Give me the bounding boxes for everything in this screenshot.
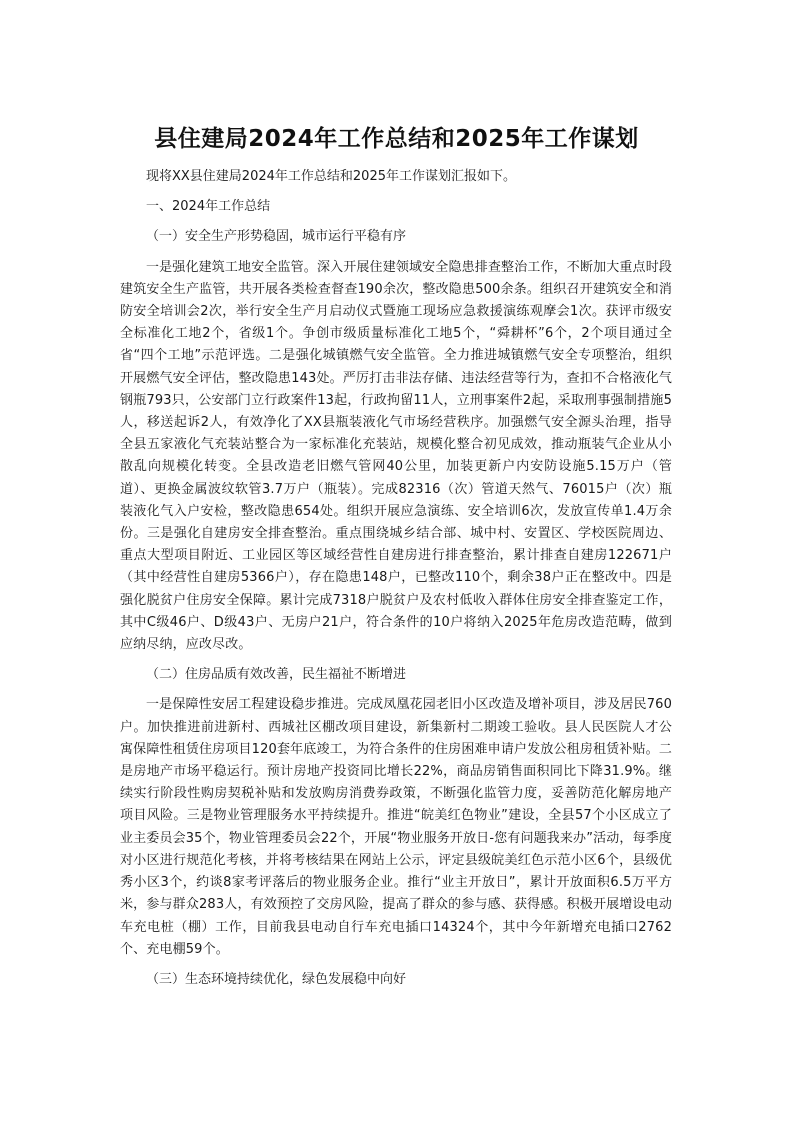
subsection-3-heading: （三）生态环境持续优化，绿色发展稳中向好 (146, 971, 407, 987)
subsection-1-heading: （一）安全生产形势稳固，城市运行平稳有序 (146, 229, 407, 245)
subsection-2-body: 一是保障性安居工程建设稳步推进。完成凤凰花园老旧小区改造及增补项目，涉及居民760户。加快推进前进新村、西城社区棚改项目建设，新集新村二期竣工验收。县人民医院人才公寓保障性租赁住房项目120套年底竣工，为符合条件的住房困难申请户发放公租房租赁补贴。二是房地产市场平稳运行。预计房地产投资同比增长22%，商品房销售面积同比下降31.9%。继续实行阶段性购房契税补贴和发放购房消费券政策，不断强化监管力度，妥善防范化解房地产项目风险。三是物业管理服务水平持续提升。推进“皖美红色物业”建设，全县57个小区成立了业主委员会35个，物业管理委员会22个，开展“物业服务开放日-您有问题我来办”活动，每季度对小区进行规范化考核，并将考核结果在网站上公示，评定县级皖美红色示范小区6个，县级优秀小区3个，约谈8家考评落后的物业服务企业。推行“业主开放日”，累计开放面积6.5万平方米，参与群众283人，有效预控了交房风险，提高了群众的参与感、获得感。积极开展增设电动车充电桩（棚）工作，目前我县电动自行车充电插口14324个，其中今年新增充电插口2762个、充电棚59个。 (120, 697, 672, 957)
subsection-2-heading: （二）住房品质有效改善，民生福祉不断增进 (146, 667, 407, 683)
document-body (120, 166, 672, 991)
subsection-1-body: 一是强化建筑工地安全监管。深入开展住建领域安全隐患排查整治工作，不断加大重点时段建筑安全生产监管，共开展各类检查督查190余次，整改隐患500余条。组织召开建筑安全和消防安全培训会2次，举行安全生产月启动仪式暨施工现场应急救援演练观摩会1次。获评市级安全标准化工地2个，省级1个。争创市级质量标准化工地5个，“舜耕杯”6个，2个项目通过全省“四个工地”示范评选。二是强化城镇燃气安全监管。全力推进城镇燃气安全专项整治，组织开展燃气安全评估，整改隐患143处。严厉打击非法存储、违法经营等行为，查扣不合格液化气钢瓶793只，公安部门立行政案件13起，行政拘留11人，立刑事案件2起，采取刑事强制措施5人，移送起诉2人，有效净化了XX县瓶装液化气市场经营秩序。加强燃气安全源头治理，指导全县五家液化气充装站整合为一家标准化充装站，规模化整合初见成效，推动瓶装气企业从小散乱向规模化转变。全县改造老旧燃气管网40公里，加装更新户内安防设施5.15万户（管道）、更换金属波纹软管3.7万户（瓶装）。完成82316（次）管道天然气、76015户（次）瓶装液化气入户安检，整改隐患654处。组织开展应急演练、安全培训6次，发放宣传单1.4万余份。三是强化自建房安全排查整治。重点围绕城乡结合部、城中村、安置区、学校医院周边、重点大型项目附近、工业园区等区域经营性自建房进行排查整治，累计排查自建房122671户（其中经营性自建房5366户），存在隐患148户，已整改110个，剩余38户正在整改中。四是强化脱贫户住房安全保障。累计完成7318户脱贫户及农村低收入群体住房安全排查鉴定工作，其中C级46户、D级43户、无房户21户，符合条件的10户将纳入2025年危房改造范畴，做到应纳尽纳，应改尽改。 (120, 259, 673, 653)
intro-paragraph: 现将XX县住建局2024年工作总结和2025年工作谋划汇报如下。 (146, 169, 516, 184)
document-title: 县住建局2024年工作总结和2025年工作谋划 (154, 126, 639, 152)
section-1-heading: 一、2024年工作总结 (146, 199, 271, 215)
